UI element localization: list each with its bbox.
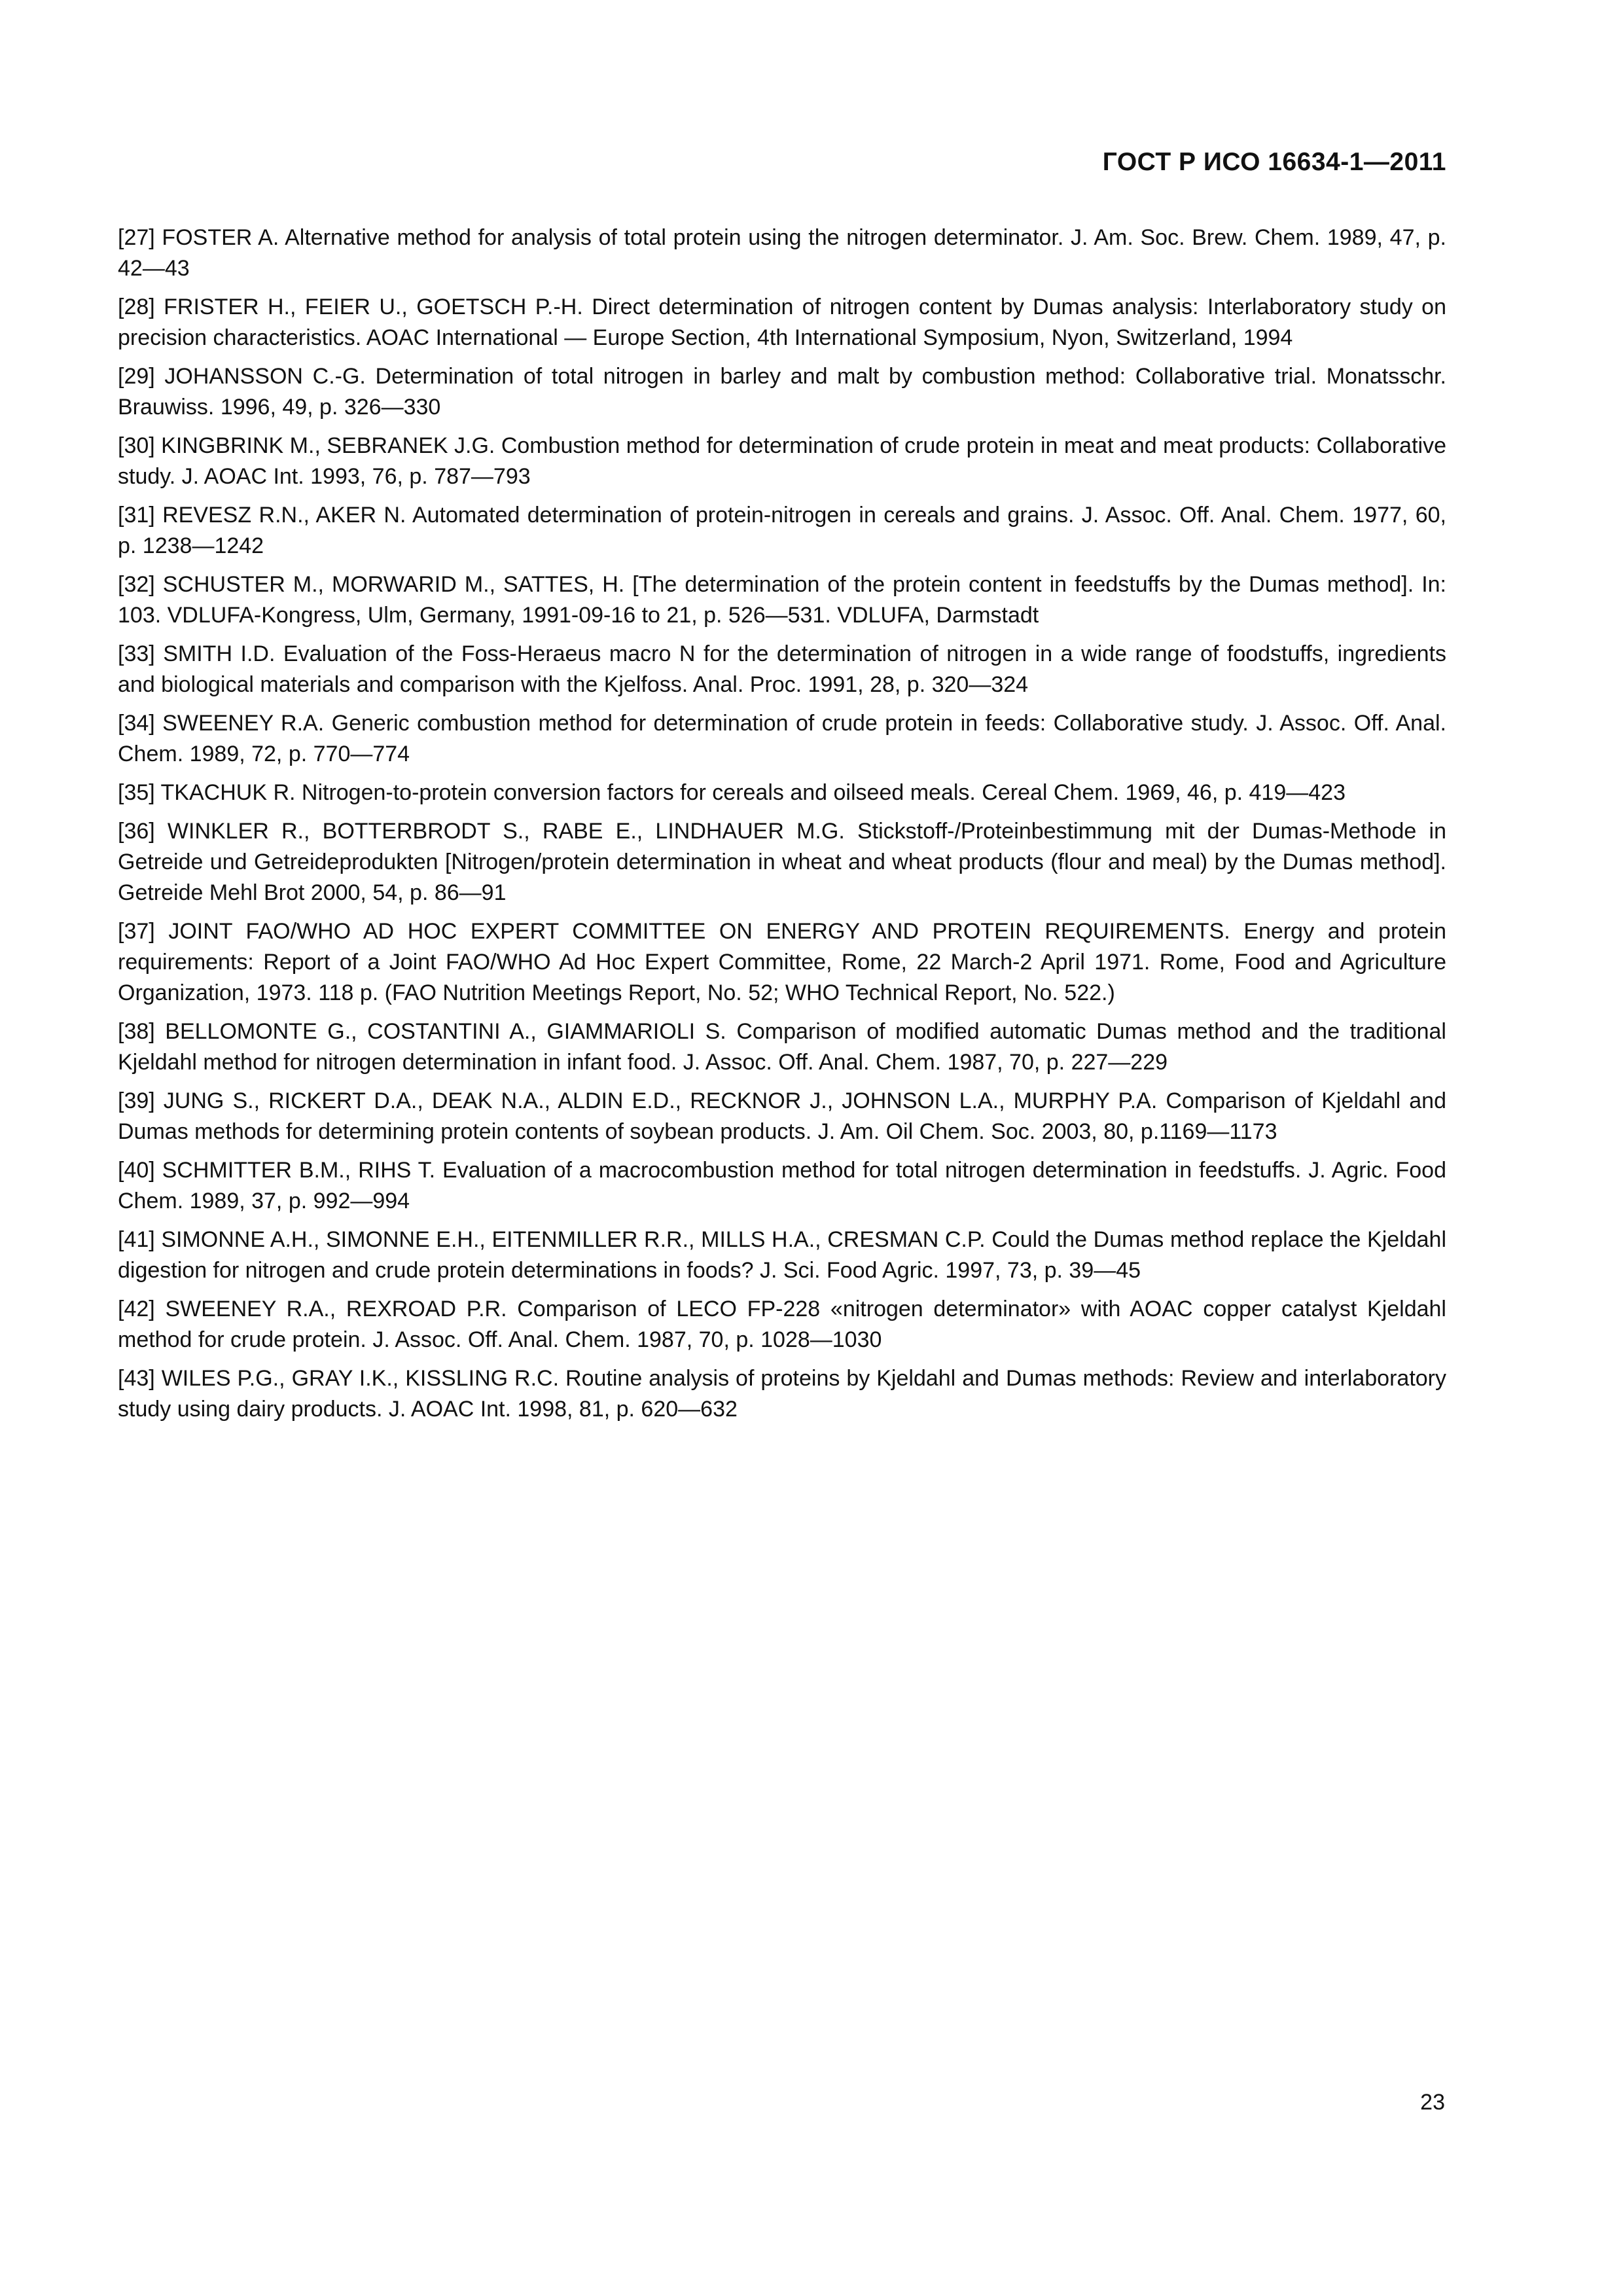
- reference-27: [27] FOSTER A. Alternative method for analysis of total protein using the nitrogen determinator. J. Am. Soc. Brew. Chem. 1989, 47, p. 42—43: [118, 225, 1446, 281]
- reference-39: [39] JUNG S., RICKERT D.A., DEAK N.A., ALDIN E.D., RECKNOR J., JOHNSON L.A., MURPHY P.A. Comparison of Kjeldahl and Dumas methods for determining protein contents of soybean products. J. Am. Oil Chem. Soc. 2003, 80, p.1169—1173: [118, 1088, 1446, 1144]
- reference-29: [29] JOHANSSON C.-G. Determination of total nitrogen in barley and malt by combustion method: Collaborative trial. Monatsschr. Brauwiss. 1996, 49, p. 326—330: [118, 364, 1446, 420]
- reference-28: [28] FRISTER H., FEIER U., GOETSCH P.-H. Direct determination of nitrogen content by Dumas analysis: Interlaboratory study on precision characteristics. AOAC International — Europe Section, 4th International Symposium, Nyon, Switzerland, 1994: [118, 295, 1446, 350]
- reference-38: [38] BELLOMONTE G., COSTANTINI A., GIAMMARIOLI S. Comparison of modified automatic Dumas method and the traditional Kjeldahl method for nitrogen determination in infant food. J. Assoc. Off. Anal. Chem. 1987, 70, p. 227—229: [118, 1019, 1446, 1075]
- reference-30: [30] KINGBRINK M., SEBRANEK J.G. Combustion method for determination of crude protein in meat and meat products: Collaborative study. J. AOAC Int. 1993, 76, p. 787—793: [118, 433, 1446, 489]
- document-code-header: ГОСТ Р ИСО 16634-1—2011: [1102, 148, 1446, 176]
- reference-40: [40] SCHMITTER B.M., RIHS T. Evaluation of a macrocombustion method for total nitrogen determination in feedstuffs. J. Agric. Food Chem. 1989, 37, p. 992—994: [118, 1158, 1446, 1213]
- reference-31: [31] REVESZ R.N., AKER N. Automated determination of protein-nitrogen in cereals and grains. J. Assoc. Off. Anal. Chem. 1977, 60, p. 1238—1242: [118, 503, 1446, 558]
- reference-41: [41] SIMONNE A.H., SIMONNE E.H., EITENMILLER R.R., MILLS H.A., CRESMAN C.P. Could the Dumas method replace the Kjeldahl digestion for nitrogen and crude protein determinations in foods? J. Sci. Food Agric. 1997, 73, p. 39—45: [118, 1227, 1446, 1283]
- reference-32: [32] SCHUSTER M., MORWARID M., SATTES, H. [The determination of the protein content in feedstuffs by the Dumas method]. In: 103. VDLUFA-Kongress, Ulm, Germany, 1991-09-16 to 21, p. 526—531. VDLUFA, Darmstadt: [118, 572, 1446, 628]
- bibliography-list: [118, 223, 1446, 1433]
- page-number: 23: [1420, 2090, 1445, 2115]
- reference-42: [42] SWEENEY R.A., REXROAD P.R. Comparison of LECO FP-228 «nitrogen determinator» with AOAC copper catalyst Kjeldahl method for crude protein. J. Assoc. Off. Anal. Chem. 1987, 70, p. 1028—1030: [118, 1297, 1446, 1352]
- reference-34: [34] SWEENEY R.A. Generic combustion method for determination of crude protein in feeds: Collaborative study. J. Assoc. Off. Anal. Chem. 1989, 72, p. 770—774: [118, 711, 1446, 766]
- reference-36: [36] WINKLER R., BOTTERBRODT S., RABE E., LINDHAUER M.G. Stickstoff-/Proteinbestimmung mit der Dumas-Methode in Getreide und Getreideprodukten [Nitrogen/protein determination in wheat and wheat products (flour and meal) by the Dumas method]. Getreide Mehl Brot 2000, 54, p. 86—91: [118, 819, 1446, 905]
- reference-33: [33] SMITH I.D. Evaluation of the Foss-Heraeus macro N for the determination of nitrogen in a wide range of foodstuffs, ingredients and biological materials and comparison with the Kjelfoss. Anal. Proc. 1991, 28, p. 320—324: [118, 641, 1446, 697]
- reference-43: [43] WILES P.G., GRAY I.K., KISSLING R.C. Routine analysis of proteins by Kjeldahl and Dumas methods: Review and interlaboratory study using dairy products. J. AOAC Int. 1998, 81, p. 620—632: [118, 1366, 1446, 1422]
- reference-37: [37] JOINT FAO/WHO AD HOC EXPERT COMMITTEE ON ENERGY AND PROTEIN REQUIREMENTS. Energy and protein requirements: Report of a Joint FAO/WHO Ad Hoc Expert Committee, Rome, 22 March-2 April 1971. Rome, Food and Agriculture Organization, 1973. 118 p. (FAO Nutrition Meetings Report, No. 52; WHO Technical Report, No. 522.): [118, 919, 1446, 1005]
- reference-35: [35] TKACHUK R. Nitrogen-to-protein conversion factors for cereals and oilseed meals. Cereal Chem. 1969, 46, p. 419—423: [118, 780, 1346, 805]
